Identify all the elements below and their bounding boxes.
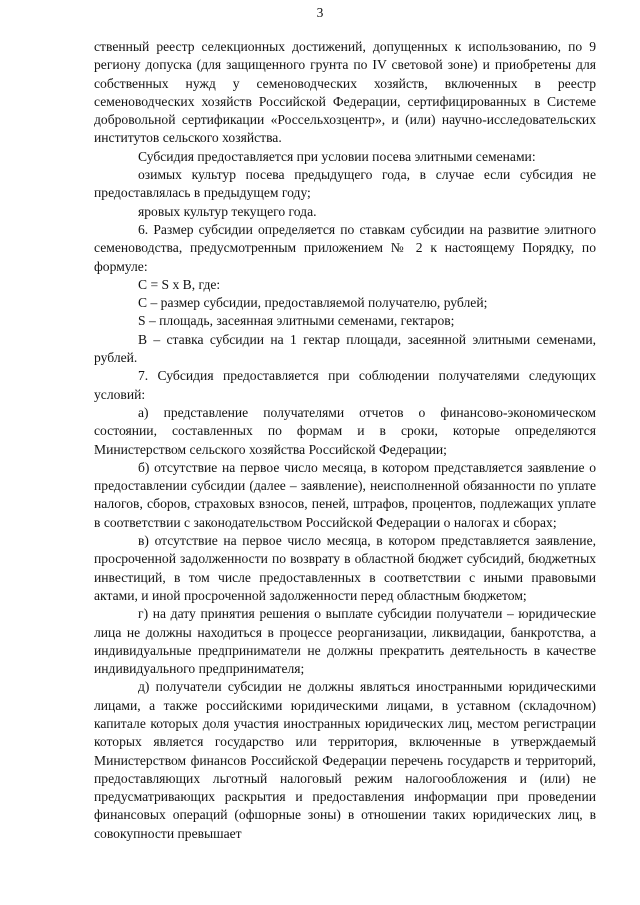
- condition-d: д) получатели субсидии не должны являться иностранными юридическими лицами, а также российскими юридическими лицами, в уставном (складочном) капитале которых доля участия иностранных юридических лиц, местом регистрации которых является государство или территория, включенные в утверждаемый Министерством финансов Российской Федерации перечень государств и территорий, предоставляющих льготный налоговый режим налогообложения и (или) не предусматривающих раскрытия и предоставления информации при проведении финансовых операций (офшорные зоны) в отношении таких юридических лиц, в совокупности превышает: [94, 679, 596, 841]
- paragraph-item-6: 6. Размер субсидии определяется по ставкам субсидии на развитие элитного семеноводства, предусмотренным приложением № 2 к настоящему Порядку, по формуле:: [94, 221, 596, 274]
- condition-b: б) отсутствие на первое число месяца, в котором представляется заявление о предоставлении субсидии (далее – заявление), неисполненной обязанности по уплате налогов, сборов, страховых взносов, пеней, штрафов, процентов, подлежащих уплате в соответствии с законодательством Российской Федерации о налогах и сборах;: [94, 459, 596, 530]
- formula-definition-s: S – площадь, засеянная элитными семенами, гектаров;: [138, 313, 455, 329]
- paragraph-winter-crops: озимых культур посева предыдущего года, в случае если субсидия не предоставлялась в предыдущем году;: [94, 167, 596, 201]
- paragraph-registry-continuation: ственный реестр селекционных достижений, допущенных к использованию, по 9 региону допуска (для защищенного грунта по IV световой зоне) и приобретены для собственных нужд у семеноводческих хозяйств, включенных в реестр семеноводческих хозяйств Российской Федерации, сертифицированных в Системе добровольной сертификации «Россельхозцентр», и (или) научно-исследовательских институтов сельского хозяйства.: [94, 39, 596, 146]
- page-number: 3: [316, 5, 324, 20]
- condition-v: в) отсутствие на первое число месяца, в котором представляется заявление, просроченной задолженности по возврату в областной бюджет субсидий, бюджетных инвестиций, в том числе предоставленных в соответствии с иными правовыми актами, и иной просроченной задолженности перед областным бюджетом;: [94, 533, 596, 603]
- paragraph-subsidy-condition: Субсидия предоставляется при условии посева элитными семенами:: [138, 148, 536, 164]
- formula-line: С = S x В, где:: [138, 276, 221, 292]
- formula-definition-c: С – размер субсидии, предоставляемой получателю, рублей;: [138, 295, 488, 311]
- paragraph-spring-crops: яровых культур текущего года.: [138, 203, 317, 219]
- formula-definition-b: В – ставка субсидии на 1 гектар площади, засеянной элитными семенами, рублей.: [94, 331, 596, 366]
- paragraph-item-7: 7. Субсидия предоставляется при соблюдении получателями следующих условий:: [94, 368, 596, 402]
- condition-g: г) на дату принятия решения о выплате субсидии получатели – юридические лица не должны находиться в процессе реорганизации, ликвидации, банкротства, а индивидуальные предприниматели не должны прекратить деятельность в качестве индивидуального предпринимателя;: [94, 606, 596, 677]
- condition-a: а) представление получателями отчетов о финансово-экономическом состоянии, составленных по формам и в сроки, которые определяются Министерством сельского хозяйства Российской Федерации;: [94, 404, 596, 457]
- document-body: [94, 38, 596, 843]
